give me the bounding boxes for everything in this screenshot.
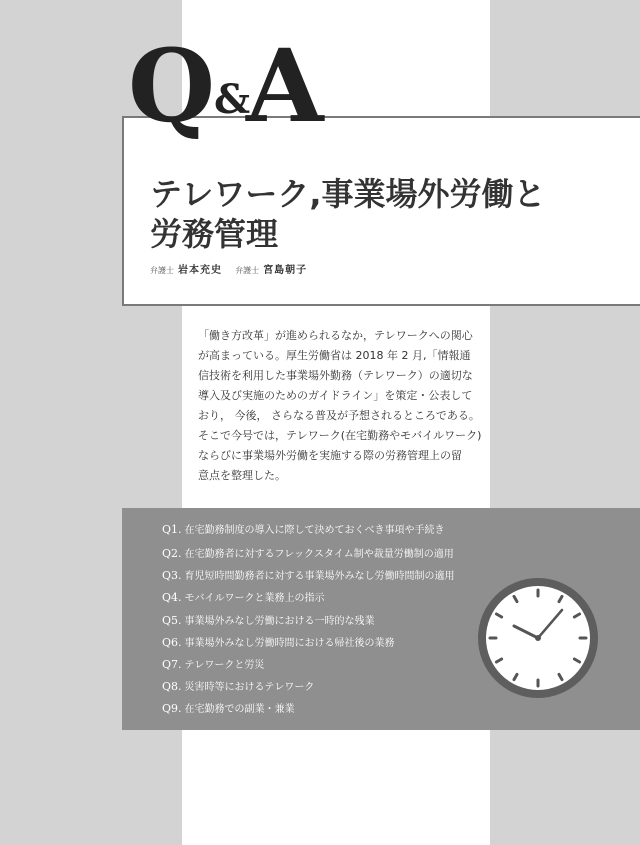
question-number: Q2.: [162, 547, 182, 560]
question-text: モバイルワークと業務上の指示: [184, 593, 325, 604]
question-item: [162, 700, 295, 715]
question-item: [162, 545, 454, 560]
question-text: テレワークと労災: [184, 660, 265, 671]
question-text: 育児短時間勤務者に対する事業場外みなし労働時間制の適用: [184, 571, 455, 582]
question-text: 在宅勤務での副業・兼業: [184, 704, 295, 715]
article-title-line-1: テレワーク,事業場外労働と: [150, 175, 546, 213]
question-text: 在宅勤務者に対するフレックスタイム制や裁量労働制の適用: [184, 549, 454, 560]
question-number: Q7.: [162, 658, 182, 671]
question-text: 災害時等におけるテレワーク: [184, 682, 315, 693]
author-name: 岩本充史: [178, 265, 222, 276]
question-number: Q6.: [162, 636, 182, 649]
question-item: [162, 589, 325, 604]
lead-line: 信技術を利用した事業場外勤務（テレワーク）の適切な: [198, 369, 473, 382]
lead-line: が高まっている。厚生労働省は 2018 年 2 月,「情報通: [198, 349, 471, 362]
question-item: [162, 567, 455, 582]
question-number: Q4.: [162, 591, 182, 604]
question-number: Q1.: [162, 523, 182, 536]
author-name: 宮島朝子: [263, 265, 308, 276]
lead-line: 導入及び実施のためのガイドライン」を策定・公表して: [198, 389, 473, 402]
question-text: 事業場外みなし労働における一時的な残業: [184, 616, 375, 627]
question-item: [162, 656, 264, 671]
question-number: Q8.: [162, 680, 182, 693]
author-role: 弁護士: [235, 266, 260, 275]
lead-paragraph: [198, 326, 482, 486]
article-title-line-2: 労務管理: [150, 215, 279, 253]
qa-logo-ampersand: &: [214, 76, 251, 123]
question-number: Q5.: [162, 614, 182, 627]
lead-line: おり， 今後， さらなる普及が予想されるところである。: [198, 409, 480, 422]
clock-icon: [474, 574, 602, 702]
qa-logo-q: Q: [128, 27, 216, 145]
author-role: 弁護士: [150, 266, 174, 275]
lead-line: 意点を整理した。: [198, 469, 286, 482]
lead-line: 「働き方改革」が進められるなか，テレワークへの関心: [198, 329, 473, 342]
question-item: [162, 634, 395, 649]
lead-line: ならびに事業場外労働を実施する際の労務管理上の留: [198, 449, 462, 462]
question-item: [162, 521, 445, 536]
question-text: 事業場外みなし労働時間における帰社後の業務: [184, 638, 395, 649]
lead-line: そこで今号では，テレワーク(在宅勤務やモバイルワーク): [198, 429, 482, 442]
qa-logo-a: A: [246, 27, 324, 145]
question-text: 在宅勤務制度の導入に際して決めておくべき事項や手続き: [184, 525, 445, 536]
question-item: [162, 612, 375, 627]
question-number: Q9.: [162, 702, 182, 715]
question-item: [162, 678, 314, 693]
author-byline: [150, 261, 317, 276]
question-number: Q3.: [162, 569, 182, 582]
article-title: [150, 174, 610, 254]
